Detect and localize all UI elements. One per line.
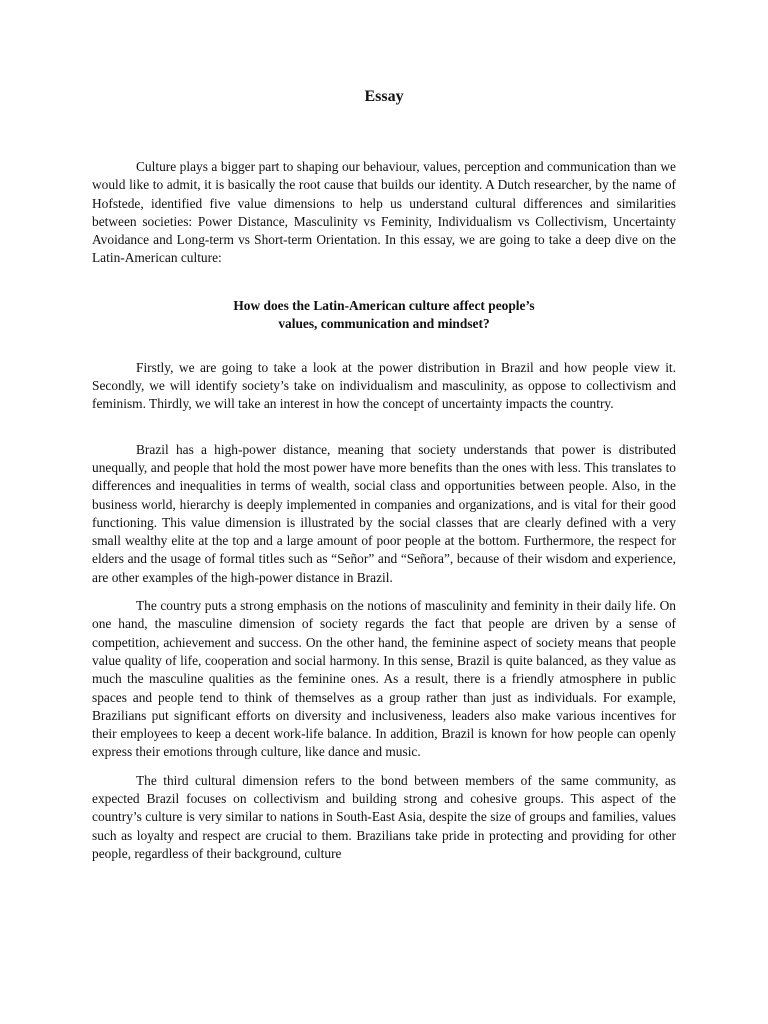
research-question-line-2: values, communication and mindset? xyxy=(278,315,490,331)
power-distance-paragraph: Brazil has a high-power distance, meaning that society understands that power is distributed unequally, and people that hold the most power have more benefits than the ones with less. This translates to differences and inequalities in terms of wealth, social class and opportunities between people. Also, in the business world, hierarchy is deeply implemented in companies and organizations, and is vital for their good functioning. This value dimension is illustrated by the social classes that are clearly defined with a very small wealthy elite at the top and a large amount of poor people at the bottom. Furthermore, the respect for elders and the usage of formal titles such as “Señor” and “Señora”, because of their wisdom and experience, are other examples of the high-power distance in Brazil. xyxy=(92,441,676,585)
collectivism-paragraph: The third cultural dimension refers to the bond between members of the same community, as expected Brazil focuses on collectivism and building strong and cohesive groups. This aspect of the country’s culture is very similar to nations in South-East Asia, despite the size of groups and families, values such as loyalty and respect are crucial to them. Brazilians take pride in protecting and providing for other people, regardless of their background, culture xyxy=(92,772,676,861)
research-question-line-1: How does the Latin-American culture affect people’s xyxy=(233,297,535,313)
research-question xyxy=(92,297,676,333)
page-title: Essay xyxy=(364,88,404,105)
intro-paragraph: Culture plays a bigger part to shaping our behaviour, values, perception and communication than we would like to admit, it is basically the root cause that builds our identity. A Dutch researcher, by the name of Hofstede, identified five value dimensions to help us understand cultural differences and similarities between societies: Power Distance, Masculinity vs Feminity, Individualism vs Collectivism, Uncertainty Avoidance and Long-term vs Short-term Orientation. In this essay, we are going to take a deep dive on the Latin-American culture: xyxy=(92,159,676,266)
masculinity-paragraph: The country puts a strong emphasis on the notions of masculinity and feminity in their daily life. On one hand, the masculine dimension of society regards the fact that people are driven by a sense of competition, achievement and success. On the other hand, the feminine aspect of society means that people value quality of life, cooperation and social harmony. In this sense, Brazil is quite balanced, as they value as much the masculine qualities as the feminine ones. As a result, there is a friendly atmosphere in public spaces and people tend to think of themselves as a group rather than just as individuals. For example, Brazilians put significant efforts on diversity and inclusiveness, leaders also make various incentives for their employees to keep a decent work-life balance. In addition, Brazil is known for how people can openly express their emotions through culture, like dance and music. xyxy=(92,598,676,760)
outline-paragraph: Firstly, we are going to take a look at the power distribution in Brazil and how people view it. Secondly, we will identify society’s take on individualism and masculinity, as oppose to collectivism and feminism. Thirdly, we will take an interest in how the concept of uncertainty impacts the country. xyxy=(92,359,676,412)
